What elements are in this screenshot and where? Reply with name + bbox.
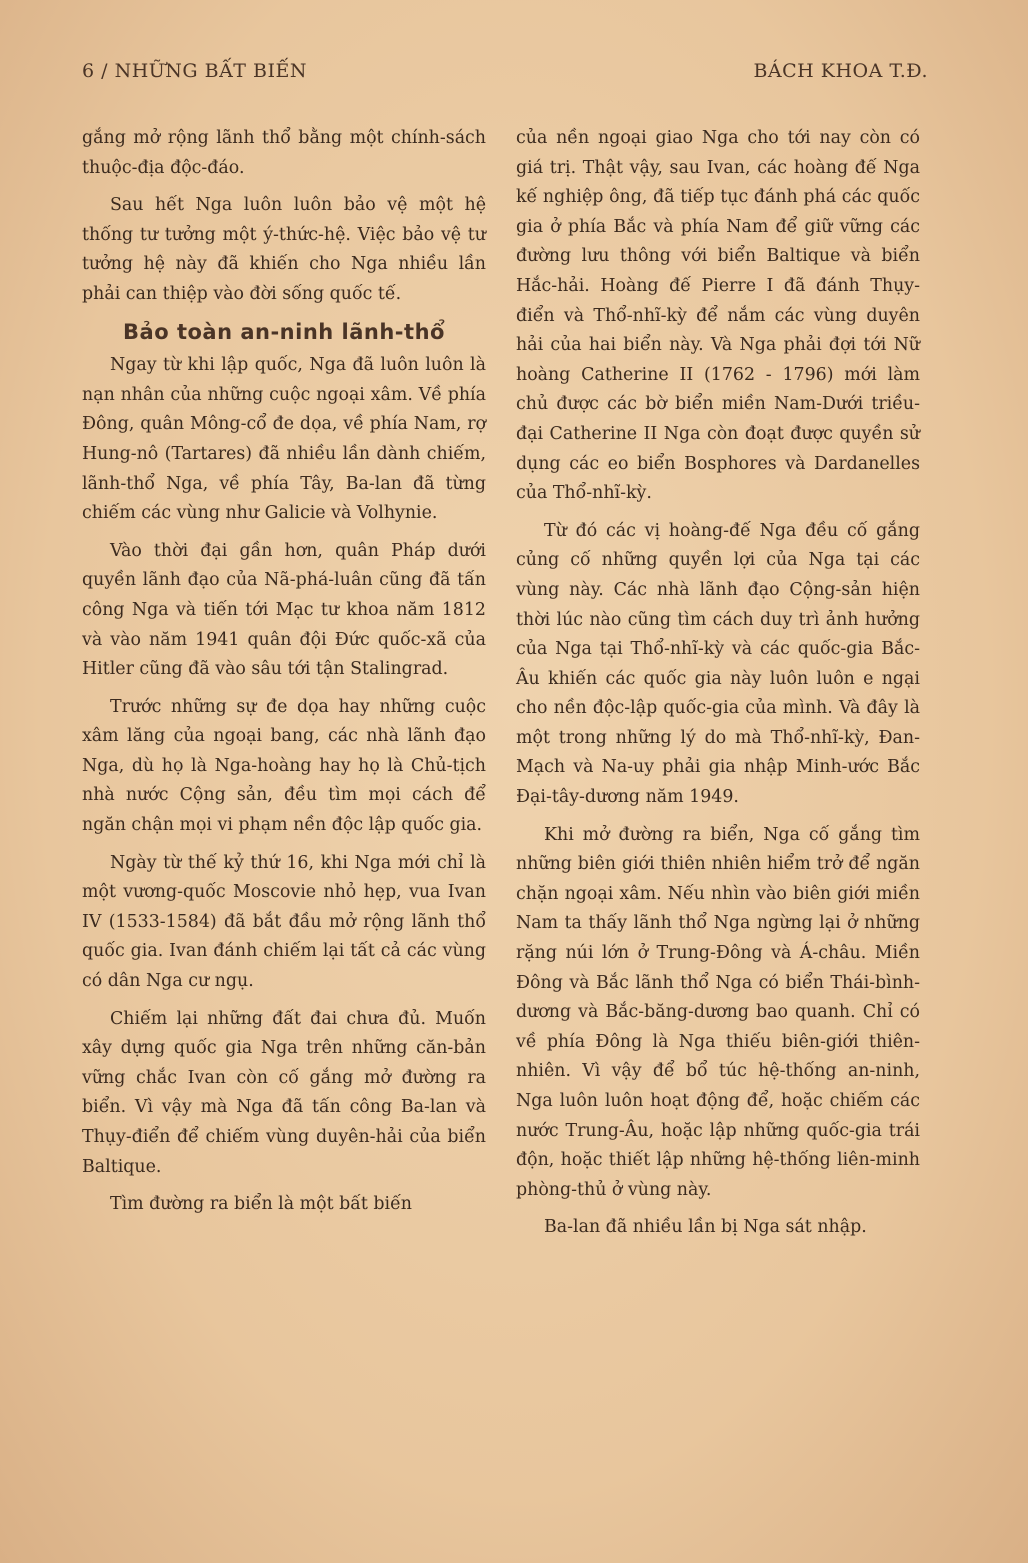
- left-column: [82, 124, 486, 1228]
- paragraph: Ngày từ thế kỷ thứ 16, khi Nga mới chỉ là một vương-quốc Moscovie nhỏ hẹp, vua Ivan IV (1533-1584) đã bắt đầu mở rộng lãnh thổ quốc gia. Ivan đánh chiếm lại tất cả các vùng có dân Nga cư ngụ.: [82, 852, 486, 992]
- paragraph: Khi mở đường ra biển, Nga cố gắng tìm những biên giới thiên nhiên hiểm trở để ngăn chặn ngoại xâm. Nếu nhìn vào biên giới miền Nam ta thấy lãnh thổ Nga ngừng lại ở những rặng núi lớn ở Trung-Đông và Á-châu. Miền Đông và Bắc lãnh thổ Nga có biển Thái-bình-dương và Bắc-băng-dương bao quanh. Chỉ có về phía Đông là Nga thiếu biên-giới thiên-nhiên. Vì vậy để bổ túc hệ-thống an-ninh, Nga luôn luôn hoạt động để, hoặc chiếm các nước Trung-Âu, hoặc lập những quốc-gia trái độn, hoặc thiết lập những hệ-thống liên-minh phòng-thủ ở vùng này.: [516, 824, 920, 1200]
- header-page-title: 6 / NHỮNG BẤT BIẾN: [82, 60, 307, 82]
- paragraph: Tìm đường ra biển là một bất biến: [110, 1194, 413, 1215]
- paragraph: gắng mở rộng lãnh thổ bằng một chính-sách thuộc-địa độc-đáo.: [82, 128, 486, 178]
- paragraph: Ngay từ khi lập quốc, Nga đã luôn luôn là nạn nhân của những cuộc ngoại xâm. Về phía Đông, quân Mông-cổ đe dọa, về phía Nam, rợ Hung-nô (Tartares) đã nhiều lần dành chiếm, lãnh-thổ Nga, về phía Tây, Ba-lan đã từng chiếm các vùng như Galicie và Volhynie.: [82, 355, 486, 524]
- paragraph: Sau hết Nga luôn luôn bảo vệ một hệ thống tư tưởng một ý-thức-hệ. Việc bảo vệ tư tưởng hệ này đã khiến cho Nga nhiều lần phải can thiệp vào đời sống quốc tế.: [82, 195, 486, 304]
- paragraph: Vào thời đại gần hơn, quân Pháp dưới quyền lãnh đạo của Nã-phá-luân cũng đã tấn công Nga và tiến tới Mạc tư khoa năm 1812 và vào năm 1941 quân đội Đức quốc-xã của Hitler cũng đã vào sâu tới tận Stalingrad.: [82, 540, 486, 680]
- paragraph: Từ đó các vị hoàng-đế Nga đều cố gắng củng cố những quyền lợi của Nga tại các vùng này. Các nhà lãnh đạo Cộng-sản hiện thời lúc nào cũng tìm cách duy trì ảnh hưởng của Nga tại Thổ-nhĩ-kỳ và các quốc-gia Bắc-Âu khiến các quốc gia này luôn luôn e ngại cho nền độc-lập quốc-gia của mình. Và đây là một trong những lý do mà Thổ-nhĩ-kỳ, Đan-Mạch và Na-uy phải gia nhập Minh-ước Bắc Đại-tây-dương năm 1949.: [516, 520, 920, 808]
- right-column: [516, 124, 920, 1251]
- running-header: [82, 60, 928, 90]
- paragraph: Trước những sự đe dọa hay những cuộc xâm lăng của ngoại bang, các nhà lãnh đạo Nga, dù họ là Nga-hoàng hay họ là Chủ-tịch nhà nước Cộng sản, đều tìm mọi cách để ngăn chận mọi vi phạm nền độc lập quốc gia.: [82, 696, 486, 836]
- header-publication: BÁCH KHOA T.Đ.: [753, 60, 928, 82]
- paragraph: của nền ngoại giao Nga cho tới nay còn có giá trị. Thật vậy, sau Ivan, các hoàng đế Nga kế nghiệp ông, đã tiếp tục đánh phá các quốc gia ở phía Bắc và phía Nam để giữ vững các đường lưu thông với biển Baltique và biển Hắc-hải. Hoàng đế Pierre I đã đánh Thụy-điển và Thổ-nhĩ-kỳ để nắm các vùng duyên hải của hai biển này. Và Nga phải đợi tới Nữ hoàng Catherine II (1762 - 1796) mới làm chủ được các bờ biển miền Nam-Dưới triều-đại Catherine II Nga còn đoạt được quyền sử dụng các eo biển Bosphores và Dardanelles của Thổ-nhĩ-kỳ.: [516, 128, 920, 504]
- paragraph: Chiếm lại những đất đai chưa đủ. Muốn xây dựng quốc gia Nga trên những căn-bản vững chắc Ivan còn cố gắng mở đường ra biển. Vì vậy mà Nga đã tấn công Ba-lan và Thụy-điển để chiếm vùng duyên-hải của biển Baltique.: [82, 1008, 486, 1177]
- paragraph: Ba-lan đã nhiều lần bị Nga sát nhập.: [544, 1217, 867, 1238]
- section-heading: Bảo toàn an-ninh lãnh-thổ: [123, 319, 445, 344]
